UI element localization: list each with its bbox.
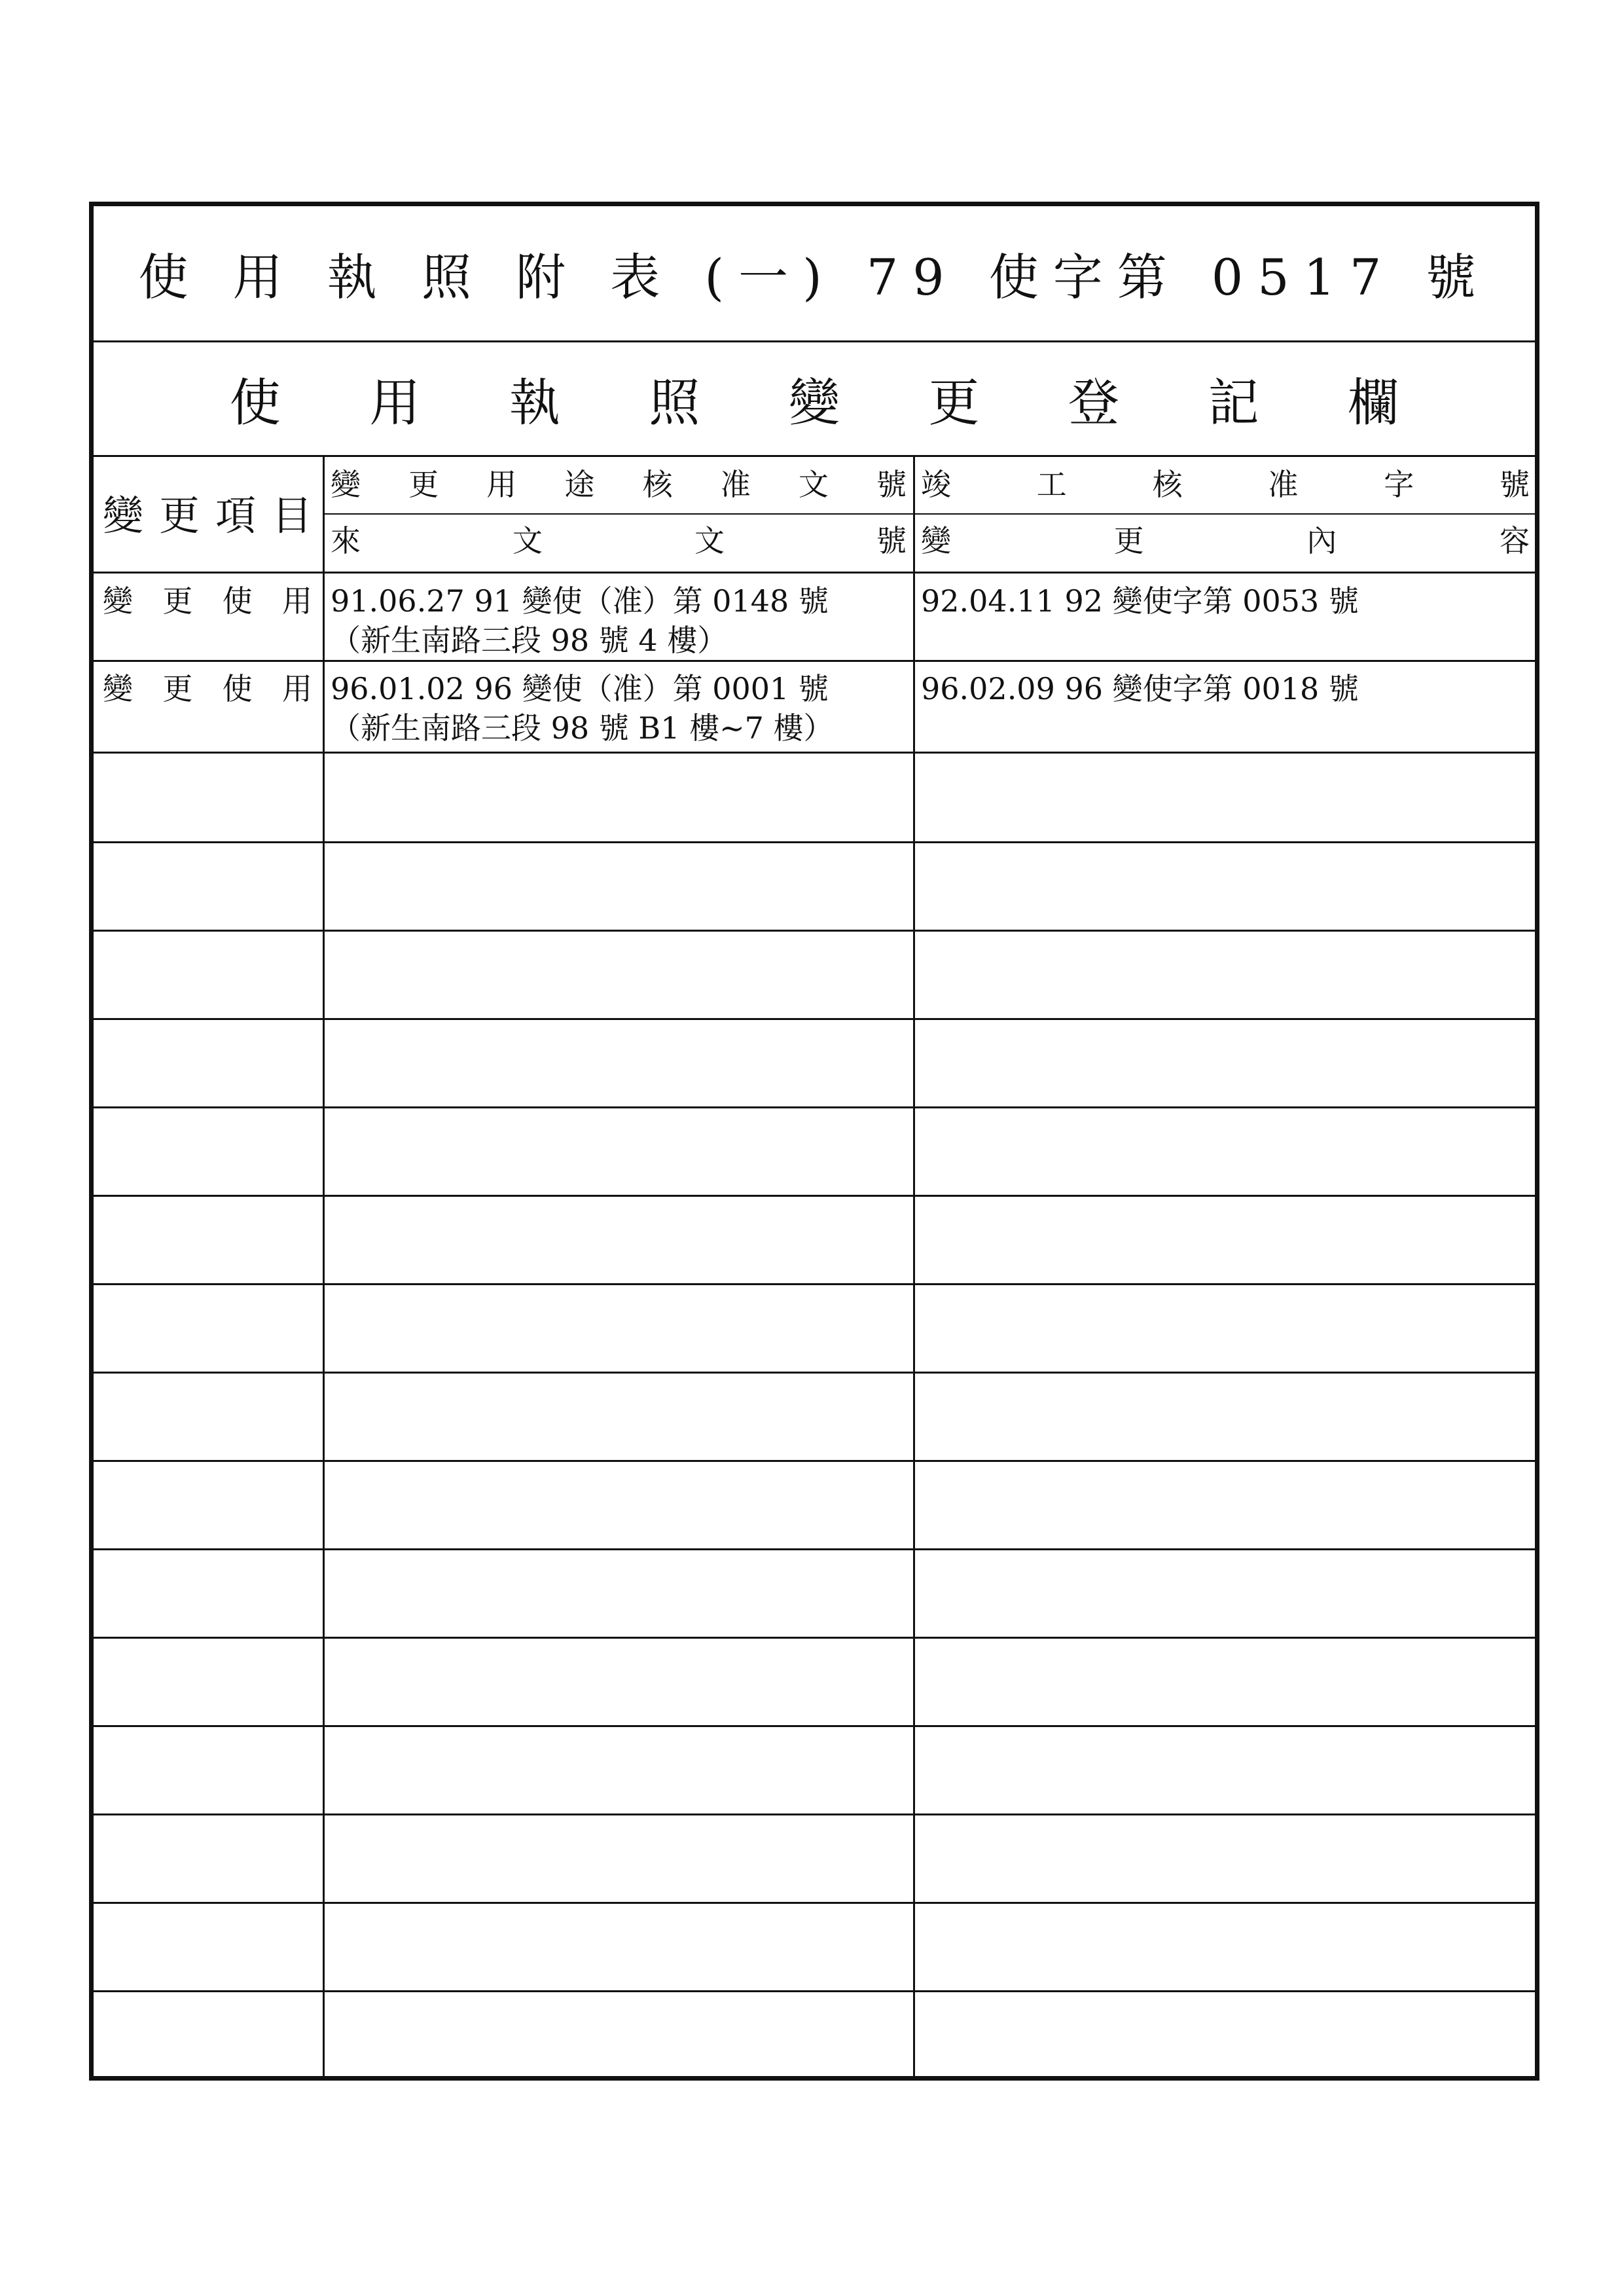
item-char: 用 <box>281 583 312 619</box>
license-sheet <box>89 202 1539 2081</box>
approval-line-1: 96.01.02 96 變使（准）第 0001 號 <box>331 671 829 706</box>
subtitle-char: 更 <box>928 374 980 433</box>
item-char: 使 <box>222 671 253 706</box>
item-char: 用 <box>281 671 312 706</box>
header-completion-number <box>921 466 1530 503</box>
approval-line-2: （新生南路三段 98 號 B1 樓~7 樓） <box>331 710 834 746</box>
row-line <box>94 1018 1535 1020</box>
subtitle-row <box>94 342 1535 457</box>
row-line <box>94 841 1535 843</box>
subtitle-char: 照 <box>649 374 700 433</box>
header-char: 准 <box>720 467 751 502</box>
header-char: 文 <box>798 467 829 502</box>
document-title: 使 用 執 照 附 表 (一) 79 使字第 0517 號 <box>138 248 1490 306</box>
header-char: 號 <box>1499 467 1530 502</box>
header-split-line <box>323 513 1535 515</box>
header-char: 更 <box>158 492 200 539</box>
subtitle-char: 變 <box>788 374 840 433</box>
row-item-label <box>103 670 312 707</box>
header-char: 更 <box>1113 523 1144 558</box>
row-line <box>94 1548 1535 1550</box>
row-line <box>94 1372 1535 1374</box>
subtitle-char: 執 <box>509 374 560 433</box>
row-line <box>94 1460 1535 1462</box>
subtitle-char: 使 <box>229 374 281 433</box>
header-item-label <box>103 483 312 541</box>
header-char: 文 <box>694 523 725 558</box>
approval-line-1: 91.06.27 91 變使（准）第 0148 號 <box>331 583 829 619</box>
completion-line-1: 96.02.09 96 變使字第 0018 號 <box>921 671 1359 706</box>
approval-line-2: （新生南路三段 98 號 4 樓） <box>331 623 728 658</box>
header-char: 核 <box>1152 467 1183 502</box>
subtitle-char: 登 <box>1068 374 1120 433</box>
header-bottom-line <box>94 572 1535 574</box>
title-row <box>94 206 1535 342</box>
header-char: 途 <box>564 467 595 502</box>
row-line <box>94 1637 1535 1639</box>
header-char: 容 <box>1499 523 1530 558</box>
header-char: 變 <box>331 467 361 502</box>
register-table <box>94 457 1535 2076</box>
row-line <box>94 1283 1535 1285</box>
item-char: 更 <box>162 671 193 706</box>
completion-line-1: 92.04.11 92 變使字第 0053 號 <box>921 583 1359 619</box>
row-line <box>94 1902 1535 1904</box>
header-char: 准 <box>1268 467 1299 502</box>
header-char: 目 <box>271 492 312 539</box>
header-char: 變 <box>921 523 951 558</box>
item-char: 變 <box>103 671 133 706</box>
row-item-label <box>103 583 312 619</box>
header-approval-number <box>331 466 907 503</box>
row-line <box>94 1813 1535 1815</box>
item-char: 使 <box>222 583 253 619</box>
header-incoming-number <box>331 522 907 559</box>
row-line <box>94 660 1535 662</box>
header-change-content <box>921 522 1530 559</box>
header-char: 核 <box>642 467 673 502</box>
header-char: 字 <box>1384 467 1414 502</box>
row-line <box>94 1990 1535 1992</box>
header-char: 項 <box>215 492 256 539</box>
column-divider <box>913 457 915 2076</box>
header-char: 更 <box>408 467 439 502</box>
header-char: 變 <box>103 492 144 539</box>
column-divider <box>323 457 325 2076</box>
header-char: 竣 <box>921 467 951 502</box>
subtitle-char: 用 <box>369 374 421 433</box>
item-char: 更 <box>162 583 193 619</box>
header-char: 號 <box>876 523 907 558</box>
header-char: 內 <box>1306 523 1337 558</box>
row-line <box>94 930 1535 932</box>
item-char: 變 <box>103 583 133 619</box>
row-line <box>94 1106 1535 1108</box>
header-char: 號 <box>876 467 907 502</box>
subtitle-char: 記 <box>1208 374 1259 433</box>
subtitle-char: 欄 <box>1348 374 1399 433</box>
header-char: 文 <box>512 523 543 558</box>
header-char: 工 <box>1036 467 1067 502</box>
header-char: 用 <box>486 467 517 502</box>
row-line <box>94 1725 1535 1727</box>
row-line <box>94 752 1535 754</box>
row-line <box>94 1195 1535 1197</box>
header-char: 來 <box>331 523 361 558</box>
